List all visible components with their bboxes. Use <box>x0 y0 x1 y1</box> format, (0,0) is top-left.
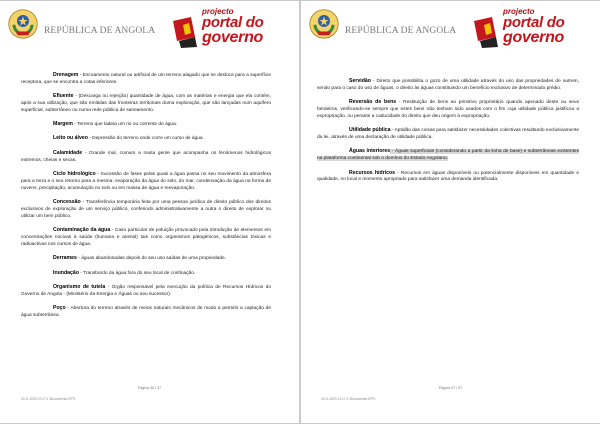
glossary-definition: - Transferência temporária feita por uma pessoa jurídica de direito público dos direitos exclusivos de exploração de um serviço público, conferindo administrativamente a outra o direito de explorar ou utilizar um bem público. <box>21 200 271 219</box>
glossary-definition: - Recursos em águas disponíveis ou potencialmente disponíveis em quantidade e qualidade, no local e momento apropriado para satisfazer uma demanda identificada. <box>317 170 579 183</box>
glossary-term: Águas interiores <box>349 148 391 155</box>
glossary-term: Recursos hídricos <box>349 169 396 176</box>
glossary-term: Drenagem <box>53 71 79 78</box>
glossary-term: Ciclo hidrológico <box>53 170 96 177</box>
glossary-term: Margem <box>53 121 73 128</box>
glossary-entry <box>21 135 271 143</box>
glossary-definition: - Grande mal, comum a muita gente que acompanha os fenómenos hidrológicos extremos, cheias e secas. <box>21 150 271 163</box>
page-header <box>6 7 293 51</box>
glossary-entry <box>21 171 271 193</box>
logo-portal-text: portal do <box>202 14 264 31</box>
glossary-definition: - Escoamento natural ou artificial de um terreno alagado que se desloca para a superfície receptora, que se encontra a cotas inferiores. <box>21 72 271 85</box>
glossary-definition: - Órgão responsável pela execução da política de Recursos Hídricos do Governo de Angola - (Ministério da Energia e Águas ou seu sucessor). <box>21 284 272 297</box>
glossary-entry <box>21 199 271 221</box>
glossary-term: Contaminação da água <box>53 227 111 234</box>
glossary-body <box>21 67 271 326</box>
glossary-definition: - águas abandonadas depois do seu uso saídas de uma propriedade. <box>76 256 227 262</box>
logo-governo-text: governo <box>503 29 565 46</box>
glossary-entry <box>21 227 271 249</box>
glossary-definition: - Depressão do terreno onde corre um curso de água. <box>87 136 204 142</box>
glossary-entry <box>21 72 271 87</box>
glossary-term: Calamidade <box>53 149 83 156</box>
glossary-term: Derrames <box>53 255 77 262</box>
glossary-term: Poço <box>53 305 66 312</box>
angola-emblem-icon <box>309 9 339 39</box>
glossary-definition: - Abertura do terreno através de meios naturais mecânicos de modo a permitir a captação de água subterrânea. <box>21 306 271 318</box>
glossary-entry <box>21 121 271 129</box>
document-meta: 03.11.2009 12:17:1 3Documento1PPS <box>21 397 76 401</box>
glossary-definition: - Águas superficiais (considerando a partir da linha de base) e subterrâneas existentes na plataforma continental sob o domínio do Estado Angolano. <box>317 149 579 162</box>
glossary-entry <box>317 78 579 93</box>
glossary-definition: - Caso particular de poluição provocado pela introdução de elementos em concentrações nocivas à saúde (humana e animal) tais como organismos patogénicos, substâncias tóxicas e radioactivas nos cursos de água. <box>21 228 271 247</box>
logo-projecto-text: projecto <box>503 7 535 16</box>
glossary-entry <box>21 150 271 165</box>
document-meta: 03.11.2009 12:17:1 3Documento1PPS <box>321 397 376 401</box>
glossary-entry <box>21 284 271 299</box>
glossary-definition: - Direito que possibilita o gozo de uma utilidade através do uso das propriedades de outrem, sendo para o caso do uso de águas, o direito às águas constituindo um benefício exclusivo de determinado prédio. <box>317 78 579 91</box>
glossary-term: Efluente <box>53 93 74 99</box>
glossary-entry <box>21 270 271 278</box>
glossary-definition: - Terreno que ladeia um rio ou corrente de água. <box>72 122 178 128</box>
glossary-term: Inundação <box>53 269 79 276</box>
logo-portal-text: portal do <box>503 14 565 31</box>
glossary-definition: - (Descarga ou rejeição) quantidade de água, com as matérias e energia que ela contém, após a sua utilização, que são emitidas das fronteiras territoriais duma exploração, que são lançadas num aquífero superficial, subterrâneo ou numa rede pública de saneamento. <box>21 94 271 113</box>
logo-governo-text: governo <box>202 29 264 46</box>
glossary-definition: - Aptidão das coisas para satisfazer necessidades colectivas resultando exclusivamente da lei, através de uma declaração de utilidade pública. <box>317 128 579 141</box>
glossary-term: Utilidade pública <box>349 127 391 134</box>
glossary-term: Organismo de tutela <box>53 283 106 290</box>
portal-logo-mark-icon <box>171 15 201 49</box>
glossary-definition: - Transbordo da água fora do seu local de confinação. <box>78 270 196 276</box>
republic-name: REPÚBLICA DE ANGOLA <box>345 26 457 36</box>
glossary-entry <box>21 305 271 320</box>
glossary-term: Servidão <box>349 77 371 84</box>
glossary-entry <box>317 99 579 121</box>
glossary-term: Reversão de bens <box>349 99 397 105</box>
logo-projecto-text: projecto <box>202 7 234 16</box>
portal-governo-logo <box>472 7 587 51</box>
glossary-entry <box>317 170 579 185</box>
page-header <box>307 7 594 51</box>
portal-governo-logo <box>171 7 286 51</box>
page-number: Página 37 / 37 <box>438 386 463 390</box>
glossary-entry <box>21 93 271 115</box>
glossary-definition: - Restituição de bens ao primitivo proprietário quando apenado deste ou seus herdeiros, verificando-se sempre que estes bens não tenham sido usados com o fim cuja utilidade pública justificou a expropriação, ou perante a caducidade do direito que deu origem à expropriação. <box>317 100 579 119</box>
portal-logo-mark-icon <box>472 15 502 49</box>
glossary-entry-highlighted <box>317 148 579 163</box>
republic-name: REPÚBLICA DE ANGOLA <box>44 26 156 36</box>
glossary-term: Concessão <box>53 199 81 206</box>
document-page-left <box>0 1 299 423</box>
glossary-entry <box>317 127 579 142</box>
glossary-body <box>317 73 579 191</box>
glossary-entry <box>21 255 271 263</box>
page-number: Página 36 / 37 <box>137 386 162 390</box>
glossary-term: Leito ou álveo <box>53 135 88 142</box>
angola-emblem-icon <box>8 9 38 39</box>
glossary-definition: - Sucessão de fases pelas quais a água passa no seu movimento da atmosfera para a terra e o seu retorno para a mesma: evaporação da água do solo, do mar, condensação da água na forma de nuvens, precipitação, acumulação no solo ou em massa de água e reevaporação. <box>21 171 271 191</box>
document-page-right <box>301 1 600 423</box>
